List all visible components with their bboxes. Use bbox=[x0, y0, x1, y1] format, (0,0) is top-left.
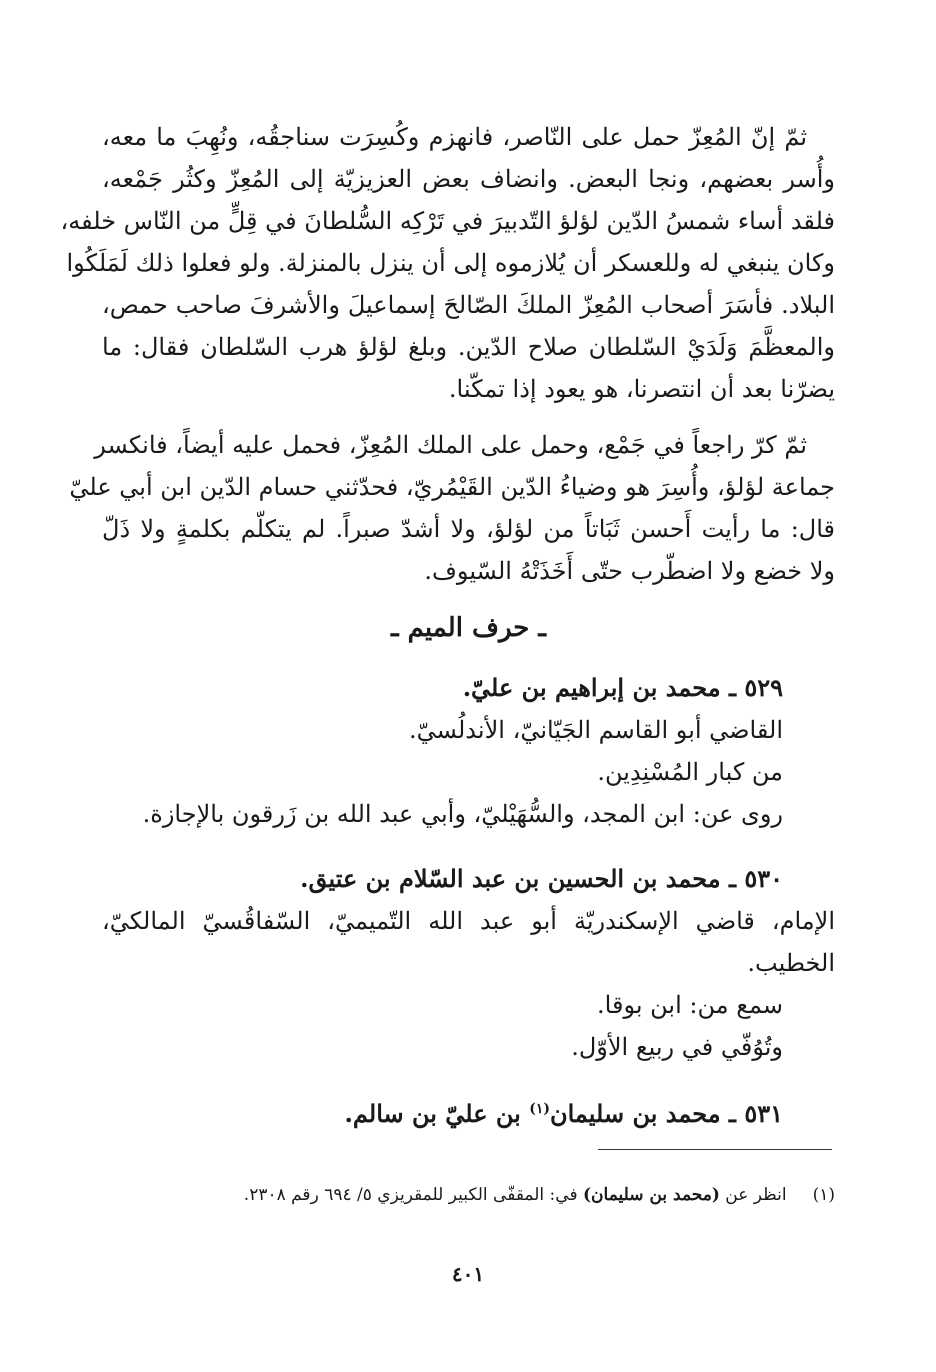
text-line: ثمّ إنّ المُعِزّ حمل على النّاصر، فانهزم وكُسِرَت سناجقُه، ونُهِبَ ما معه، bbox=[102, 123, 807, 151]
entry-529 bbox=[102, 667, 835, 835]
footnote-text: انظر عن bbox=[719, 1185, 787, 1205]
text-line: البلاد. فأسَرَ أصحاب المُعِزّ الملكَ الصّالحَ إسماعيلَ والأشرفَ صاحب حمص، bbox=[102, 291, 836, 319]
entry-line: القاضي أبو القاسم الجَيّانيّ، الأندلُسيّ. bbox=[408, 716, 783, 744]
section-heading: ـ حرف الميم ـ bbox=[390, 613, 547, 643]
page-number: ٤٠١ bbox=[451, 1262, 485, 1286]
entry-title: ٥٢٩ ـ محمد بن إبراهيم بن عليّ. bbox=[462, 673, 783, 702]
text-line: ولا خضع ولا اضطّرب حتّى أَخَذَتْهُ السّيوف. bbox=[424, 557, 835, 585]
entry-line: الخطيب. bbox=[747, 949, 835, 977]
footnote-divider bbox=[598, 1149, 832, 1150]
footnote-name: (محمد بن سليمان) bbox=[582, 1185, 720, 1205]
entry-531 bbox=[102, 1088, 835, 1130]
text-line: وكان ينبغي له وللعسكر أن يُلازموه إلى أن ينزل بالمنزلة. ولو فعلوا ذلك لَمَلَكُوا bbox=[66, 249, 835, 277]
text-line: والمعظَّمَ وَلَدَيْ السّلطان صلاح الدّين. وبلغ لؤلؤ هرب السّلطان فقال: ما bbox=[102, 333, 835, 361]
entry-title: ٥٣٠ ـ محمد بن الحسين بن عبد السّلام بن عتيق. bbox=[300, 864, 783, 893]
footnote-number: (١) bbox=[812, 1185, 835, 1205]
entry-title-part: بن عليّ بن سالم. bbox=[344, 1099, 530, 1128]
entry-line: وتُوُفّي في ربيع الأوّل. bbox=[571, 1033, 783, 1061]
entry-530 bbox=[102, 858, 835, 1068]
footnote-text: في: المقفّى الكبير للمقريزي ٥/ ٦٩٤ رقم ٢٣٠٨. bbox=[243, 1185, 583, 1205]
text-line: قال: ما رأيت أَحسن ثَبَاتاً من لؤلؤ، ولا أشدّ صبراً. لم يتكلّم بكلمةٍ ولا ذَلّ bbox=[102, 515, 835, 543]
paragraph-2 bbox=[69, 424, 835, 592]
text-line: ثمّ كرّ راجعاً في جَمْع، وحمل على الملك المُعِزّ، فحمل عليه أيضاً، فانكسر bbox=[94, 431, 807, 459]
paragraph-1 bbox=[60, 116, 836, 410]
entry-title bbox=[102, 1088, 835, 1130]
section-heading-block bbox=[102, 606, 835, 650]
entry-line: روى عن: ابن المجد، والسُّهَيْليّ، وأبي عبد الله بن زَرقون بالإجازة. bbox=[142, 800, 783, 828]
entry-line: من كبار المُسْنِدِين. bbox=[597, 758, 783, 786]
entry-title-part: ٥٣١ ـ محمد بن سليمان bbox=[549, 1099, 783, 1128]
entry-line: الإمام، قاضي الإسكندريّة أبو عبد الله التّميميّ، السّفاقُسيّ المالكيّ، bbox=[102, 907, 835, 935]
footnote bbox=[100, 1180, 835, 1210]
footnote-marker: (١) bbox=[529, 1101, 550, 1117]
entry-line: سمع من: ابن بوقا. bbox=[597, 991, 783, 1019]
text-line: جماعة لؤلؤ، وأُسِرَ هو وضياءُ الدّين القَيْمُريّ، فحدّثني حسام الدّين ابن أبي عليّ bbox=[69, 473, 835, 501]
text-line: فلقد أساء شمسُ الدّين لؤلؤ التّدبيرَ في تَرْكِه السُّلطانَ في قِلٍّ من النّاس خلفه، bbox=[60, 207, 835, 235]
text-line: وأُسر بعضهم، ونجا البعض. وانضاف بعض العزيزيّة إلى المُعِزّ وكثُر جَمْعه، bbox=[102, 165, 835, 193]
text-line: يضرّنا بعد أن انتصرنا، هو يعود إذا تمكّنا. bbox=[448, 375, 835, 403]
